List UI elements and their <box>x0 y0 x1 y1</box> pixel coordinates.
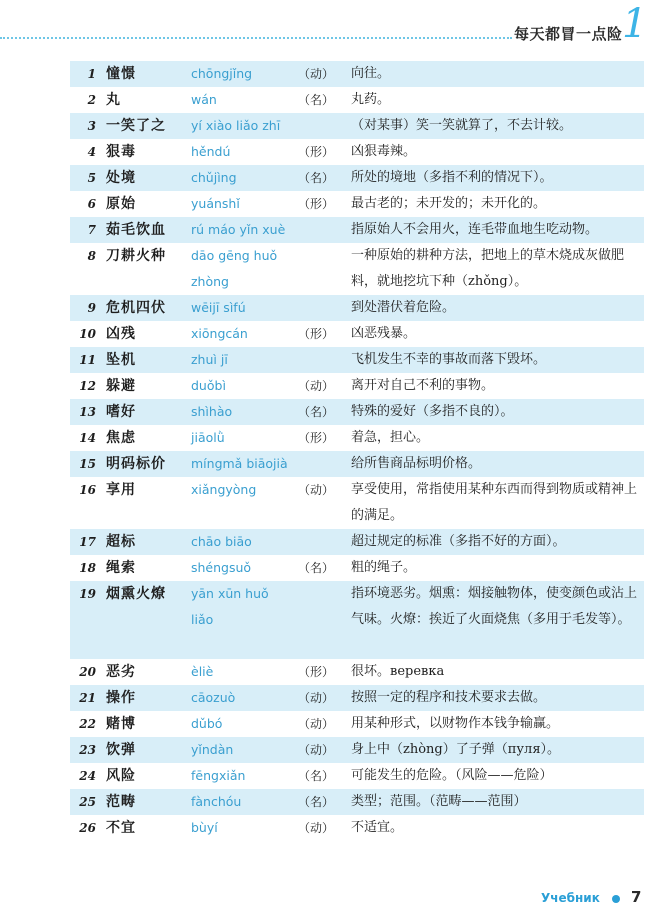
vocab-pinyin: míngmǎ biāojià <box>191 456 288 471</box>
vocab-word: 躲避 <box>106 378 136 394</box>
vocab-number: 24 <box>79 769 96 783</box>
page-number: 7 <box>631 888 642 906</box>
vocab-definition: 丸药。 <box>351 92 391 107</box>
vocab-row <box>70 243 644 295</box>
vocab-pinyin: jiāolǜ <box>191 430 225 445</box>
vocab-part-of-speech: （形） <box>297 197 334 211</box>
vocab-number: 3 <box>87 119 96 133</box>
vocab-row <box>70 165 644 191</box>
vocab-number: 20 <box>79 665 96 679</box>
header-dotted-rule <box>0 37 512 39</box>
vocab-definition: 可能发生的危险。（风险——危险） <box>351 768 553 783</box>
vocab-word: 赌博 <box>106 716 136 732</box>
vocab-pinyin: shéngsuǒ <box>191 560 252 575</box>
vocab-pinyin: xiǎngyòng <box>191 482 257 497</box>
vocab-row <box>70 191 644 217</box>
vocab-row <box>70 139 644 165</box>
vocab-pinyin: fànchóu <box>191 794 242 809</box>
vocab-row <box>70 399 644 425</box>
vocab-pinyin: rú máo yǐn xuè <box>191 222 286 237</box>
vocab-row <box>70 113 644 139</box>
vocab-number: 2 <box>87 93 96 107</box>
vocab-row <box>70 347 644 373</box>
vocab-row <box>70 737 644 763</box>
vocab-pinyin: hěndú <box>191 144 231 159</box>
vocab-part-of-speech: （形） <box>297 145 334 159</box>
vocab-pinyin: dǔbó <box>191 716 223 731</box>
vocab-word: 焦虑 <box>106 430 136 446</box>
vocab-row <box>70 61 644 87</box>
vocab-part-of-speech: （形） <box>297 431 334 445</box>
vocab-part-of-speech: （名） <box>297 769 334 783</box>
vocab-definition: 超过规定的标准（多指不好的方面）。 <box>351 534 566 549</box>
vocab-number: 14 <box>79 431 96 445</box>
vocab-word: 一笑了之 <box>106 118 166 134</box>
vocab-word: 享用 <box>106 482 136 498</box>
vocab-part-of-speech: （动） <box>297 379 334 393</box>
vocab-part-of-speech: （动） <box>297 483 334 497</box>
vocab-row <box>70 529 644 555</box>
vocab-word: 饮弹 <box>106 742 136 758</box>
vocab-row <box>70 477 644 529</box>
vocab-word: 恶劣 <box>106 664 136 680</box>
vocab-number: 22 <box>79 717 96 731</box>
vocab-pinyin: shìhào <box>191 404 233 419</box>
vocab-row <box>70 581 644 659</box>
vocab-part-of-speech: （名） <box>297 561 334 575</box>
vocab-word: 坠机 <box>106 352 136 368</box>
vocab-pinyin: xiōngcán <box>191 326 248 341</box>
vocab-part-of-speech: （名） <box>297 171 334 185</box>
vocab-definition: 指原始人不会用火，连毛带血地生吃动物。 <box>351 222 599 237</box>
vocab-number: 12 <box>79 379 96 393</box>
vocab-word: 憧憬 <box>106 66 136 82</box>
vocab-definition: 类型；范围。（范畴——范围） <box>351 794 527 809</box>
vocab-number: 18 <box>79 561 96 575</box>
vocab-number: 26 <box>79 821 96 835</box>
vocab-pinyin: wēijī sìfú <box>191 300 246 315</box>
vocab-number: 13 <box>79 405 96 419</box>
vocab-word: 超标 <box>106 534 136 550</box>
vocab-word: 范畴 <box>106 794 136 810</box>
vocab-part-of-speech: （名） <box>297 405 334 419</box>
vocab-row <box>70 217 644 243</box>
vocab-pinyin: fēngxiǎn <box>191 768 246 783</box>
vocab-definition: 粗的绳子。 <box>351 560 417 575</box>
vocab-word: 风险 <box>106 768 136 784</box>
vocab-word: 原始 <box>106 196 136 212</box>
vocab-pinyin: yān xūn huǒ liǎo <box>191 586 269 627</box>
vocab-row <box>70 659 644 685</box>
vocab-row <box>70 789 644 815</box>
vocab-part-of-speech: （名） <box>297 795 334 809</box>
vocab-part-of-speech: （动） <box>297 691 334 705</box>
vocab-part-of-speech: （形） <box>297 665 334 679</box>
vocab-pinyin: duǒbì <box>191 378 226 393</box>
vocab-word: 危机四伏 <box>106 300 166 316</box>
vocab-word: 绳索 <box>106 560 136 576</box>
vocab-definition: 凶恶残暴。 <box>351 326 417 341</box>
vocab-number: 19 <box>79 587 96 601</box>
vocab-definition: 给所售商品标明价格。 <box>351 456 482 471</box>
vocab-definition: 享受使用，常指使用某种东西而得到物质或精神上的满足。 <box>351 482 638 523</box>
vocab-row <box>70 87 644 113</box>
vocab-definition: 很坏。веревка <box>351 664 445 679</box>
vocab-row <box>70 555 644 581</box>
vocab-pinyin: bùyí <box>191 820 218 835</box>
vocab-definition: 凶狠毒辣。 <box>351 144 417 159</box>
lesson-number: 1 <box>622 1 648 47</box>
vocab-word: 明码标价 <box>106 456 166 472</box>
vocab-row <box>70 763 644 789</box>
vocab-pinyin: yuánshǐ <box>191 196 240 211</box>
vocab-definition: 指环境恶劣。烟熏：烟接触物体，使变颜色或沾上气味。火燎：挨近了火面烧焦（多用于毛发等）。 <box>351 586 638 627</box>
vocab-row <box>70 321 644 347</box>
vocab-definition: 特殊的爱好（多指不良的）。 <box>351 404 514 419</box>
vocab-number: 4 <box>87 145 96 159</box>
vocab-number: 25 <box>79 795 96 809</box>
vocab-part-of-speech: （动） <box>297 821 334 835</box>
vocab-pinyin: chōngjǐng <box>191 66 253 81</box>
vocab-word: 操作 <box>106 690 136 706</box>
vocab-part-of-speech: （动） <box>297 717 334 731</box>
vocab-number: 5 <box>87 171 96 185</box>
vocab-number: 21 <box>79 691 96 705</box>
vocab-definition: 着急，担心。 <box>351 430 430 445</box>
vocab-pinyin: wán <box>191 92 217 107</box>
vocab-pinyin: dāo gēng huǒ zhòng <box>191 248 278 289</box>
vocab-pinyin: cāozuò <box>191 690 236 705</box>
vocab-word: 凶残 <box>106 326 136 342</box>
vocab-definition: 离开对自己不利的事物。 <box>351 378 495 393</box>
vocab-part-of-speech: （动） <box>297 743 334 757</box>
vocab-definition: 用某种形式，以财物作本钱争输赢。 <box>351 716 560 731</box>
vocab-row <box>70 815 644 841</box>
vocab-word: 丸 <box>106 92 121 108</box>
vocab-number: 10 <box>79 327 96 341</box>
vocab-definition: 不适宜。 <box>351 820 404 835</box>
vocab-table <box>70 61 644 841</box>
vocab-word: 烟熏火燎 <box>106 586 166 602</box>
vocab-pinyin: chāo biāo <box>191 534 252 549</box>
vocab-pinyin: zhuì jī <box>191 352 228 367</box>
vocab-number: 17 <box>79 535 96 549</box>
vocab-row <box>70 711 644 737</box>
vocab-pinyin: chǔjìng <box>191 170 237 185</box>
vocab-number: 8 <box>87 249 96 263</box>
vocab-number: 15 <box>79 457 96 471</box>
vocab-number: 9 <box>87 301 96 315</box>
vocab-definition: 身上中（zhòng）了子弹（пуля）。 <box>351 742 561 757</box>
vocab-word: 狠毒 <box>106 144 136 160</box>
vocab-row <box>70 451 644 477</box>
vocab-definition: 飞机发生不幸的事故而落下毁坏。 <box>351 352 547 367</box>
vocab-number: 7 <box>87 223 96 237</box>
vocab-word: 茹毛饮血 <box>106 222 166 238</box>
vocab-definition: 一种原始的耕种方法，把地上的草木烧成灰做肥料，就地挖坑下种（zhǒng）。 <box>351 248 625 289</box>
vocab-word: 刀耕火种 <box>106 248 166 264</box>
vocab-number: 23 <box>79 743 96 757</box>
vocab-definition: 所处的境地（多指不利的情况下）。 <box>351 170 553 185</box>
vocab-word: 嗜好 <box>106 404 136 420</box>
vocab-row <box>70 425 644 451</box>
vocab-definition: 最古老的；未开发的；未开化的。 <box>351 196 547 211</box>
vocab-definition: 向往。 <box>351 66 391 81</box>
vocab-part-of-speech: （动） <box>297 67 334 81</box>
vocab-number: 6 <box>87 197 96 211</box>
vocab-row <box>70 295 644 321</box>
vocab-pinyin: yí xiào liǎo zhī <box>191 118 281 133</box>
vocab-part-of-speech: （形） <box>297 327 334 341</box>
vocab-number: 1 <box>87 67 96 81</box>
vocab-number: 16 <box>79 483 96 497</box>
vocab-definition: 按照一定的程序和技术要求去做。 <box>351 690 547 705</box>
vocab-row <box>70 685 644 711</box>
vocab-word: 处境 <box>106 170 136 186</box>
vocab-pinyin: èliè <box>191 664 214 679</box>
vocab-row <box>70 373 644 399</box>
vocab-definition: 到处潜伏着危险。 <box>351 300 456 315</box>
vocab-part-of-speech: （名） <box>297 93 334 107</box>
page-title: 每天都冒一点险 <box>514 25 623 43</box>
vocab-definition: （对某事）笑一笑就算了，不去计较。 <box>351 118 573 133</box>
vocab-pinyin: yǐndàn <box>191 742 234 757</box>
vocab-number: 11 <box>79 353 96 367</box>
footer-label: Учебник <box>541 891 600 905</box>
footer-dot-icon <box>612 895 620 903</box>
vocab-word: 不宜 <box>106 820 136 836</box>
